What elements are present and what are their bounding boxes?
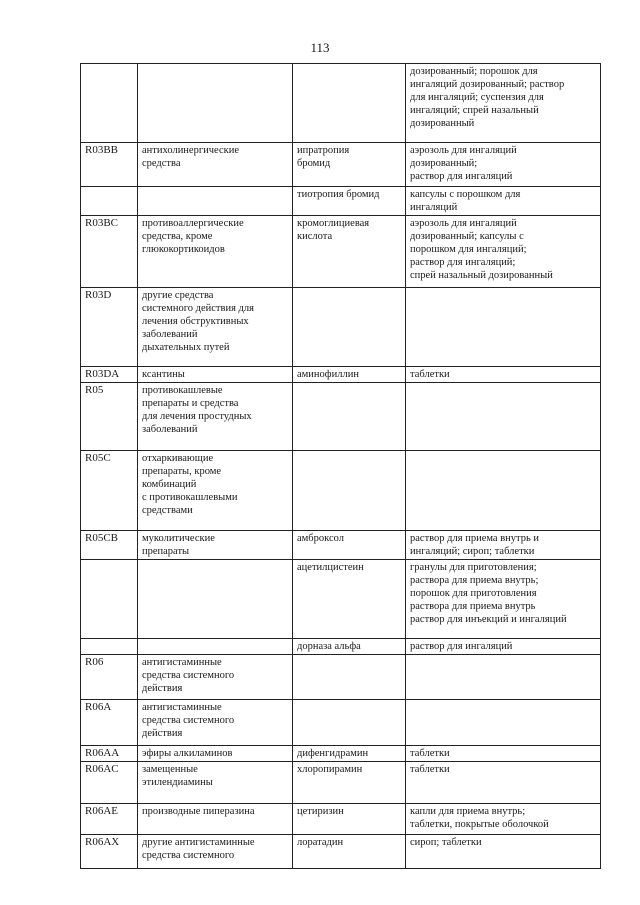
table-row <box>81 804 601 835</box>
dosage-form-cell: таблетки <box>406 367 601 383</box>
drug-name-cell: цетиризин <box>293 804 406 835</box>
table-row <box>81 560 601 639</box>
group-name-cell: противоаллергические средства, кроме глюкокортикоидов <box>138 216 293 288</box>
drug-name-cell: дорназа альфа <box>293 639 406 655</box>
dosage-form-cell: сироп; таблетки <box>406 835 601 869</box>
table-row <box>81 383 601 451</box>
drug-name-cell: лоратадин <box>293 835 406 869</box>
atc-code-cell <box>81 64 138 143</box>
table-row <box>81 64 601 143</box>
table-row <box>81 835 601 869</box>
atc-code-cell: R03BB <box>81 143 138 187</box>
table-row <box>81 746 601 762</box>
table-row <box>81 655 601 700</box>
drug-table <box>80 63 601 869</box>
drug-name-cell: амброксол <box>293 531 406 560</box>
table-row <box>81 451 601 531</box>
group-name-cell: эфиры алкиламинов <box>138 746 293 762</box>
table-row <box>81 762 601 804</box>
group-name-cell: другие средства системного действия для лечения обструктивных заболеваний дыхательных путей <box>138 288 293 367</box>
drug-name-cell: хлоропирамин <box>293 762 406 804</box>
group-name-cell: отхаркивающие препараты, кроме комбинаций с противокашлевыми средствами <box>138 451 293 531</box>
group-name-cell: антигистаминные средства системного действия <box>138 655 293 700</box>
table-row <box>81 143 601 187</box>
atc-code-cell: R05CB <box>81 531 138 560</box>
dosage-form-cell <box>406 700 601 746</box>
drug-name-cell <box>293 700 406 746</box>
dosage-form-cell: раствор для ингаляций <box>406 639 601 655</box>
group-name-cell: другие антигистаминные средства системного <box>138 835 293 869</box>
dosage-form-cell <box>406 288 601 367</box>
atc-code-cell: R05 <box>81 383 138 451</box>
dosage-form-cell: аэрозоль для ингаляций дозированный; капсулы с порошком для ингаляций; раствор для ингаляций; спрей назальный дозированный <box>406 216 601 288</box>
table-row <box>81 531 601 560</box>
drug-name-cell: тиотропия бромид <box>293 187 406 216</box>
dosage-form-cell: аэрозоль для ингаляций дозированный; раствор для ингаляций <box>406 143 601 187</box>
dosage-form-cell: таблетки <box>406 746 601 762</box>
drug-name-cell <box>293 451 406 531</box>
group-name-cell: производные пиперазина <box>138 804 293 835</box>
table-row <box>81 187 601 216</box>
group-name-cell: антихолинергические средства <box>138 143 293 187</box>
page-number: 113 <box>310 40 330 55</box>
dosage-form-cell <box>406 383 601 451</box>
dosage-form-cell: капли для приема внутрь; таблетки, покрытые оболочкой <box>406 804 601 835</box>
drug-name-cell: дифенгидрамин <box>293 746 406 762</box>
drug-name-cell: ипратропия бромид <box>293 143 406 187</box>
dosage-form-cell: гранулы для приготовления; раствора для приема внутрь; порошок для приготовления раствора для приема внутрь раствор для инъекций и ингаляций <box>406 560 601 639</box>
table-row <box>81 639 601 655</box>
group-name-cell: ксантины <box>138 367 293 383</box>
atc-code-cell: R05C <box>81 451 138 531</box>
table-row <box>81 367 601 383</box>
atc-code-cell: R03DA <box>81 367 138 383</box>
atc-code-cell: R03BC <box>81 216 138 288</box>
atc-code-cell <box>81 639 138 655</box>
dosage-form-cell <box>406 655 601 700</box>
drug-name-cell: аминофиллин <box>293 367 406 383</box>
table-body <box>81 64 601 869</box>
group-name-cell <box>138 560 293 639</box>
dosage-form-cell: раствор для приема внутрь и ингаляций; сироп; таблетки <box>406 531 601 560</box>
atc-code-cell: R06AX <box>81 835 138 869</box>
table-row <box>81 700 601 746</box>
atc-code-cell: R06A <box>81 700 138 746</box>
group-name-cell <box>138 187 293 216</box>
table-row <box>81 288 601 367</box>
table-row <box>81 216 601 288</box>
group-name-cell: противокашлевые препараты и средства для лечения простудных заболеваний <box>138 383 293 451</box>
atc-code-cell <box>81 187 138 216</box>
atc-code-cell: R06AC <box>81 762 138 804</box>
drug-name-cell: кромоглициевая кислота <box>293 216 406 288</box>
group-name-cell: замещенные этилендиамины <box>138 762 293 804</box>
dosage-form-cell: дозированный; порошок для ингаляций дозированный; раствор для ингаляций; суспензия для ингаляций; спрей назальный дозированный <box>406 64 601 143</box>
dosage-form-cell: капсулы с порошком для ингаляций <box>406 187 601 216</box>
dosage-form-cell <box>406 451 601 531</box>
dosage-form-cell: таблетки <box>406 762 601 804</box>
group-name-cell <box>138 639 293 655</box>
group-name-cell: антигистаминные средства системного действия <box>138 700 293 746</box>
drug-name-cell <box>293 655 406 700</box>
drug-name-cell <box>293 383 406 451</box>
group-name-cell: муколитические препараты <box>138 531 293 560</box>
drug-name-cell: ацетилцистеин <box>293 560 406 639</box>
atc-code-cell: R06AE <box>81 804 138 835</box>
group-name-cell <box>138 64 293 143</box>
atc-code-cell: R06AA <box>81 746 138 762</box>
atc-code-cell <box>81 560 138 639</box>
drug-name-cell <box>293 288 406 367</box>
atc-code-cell: R03D <box>81 288 138 367</box>
atc-code-cell: R06 <box>81 655 138 700</box>
drug-name-cell <box>293 64 406 143</box>
